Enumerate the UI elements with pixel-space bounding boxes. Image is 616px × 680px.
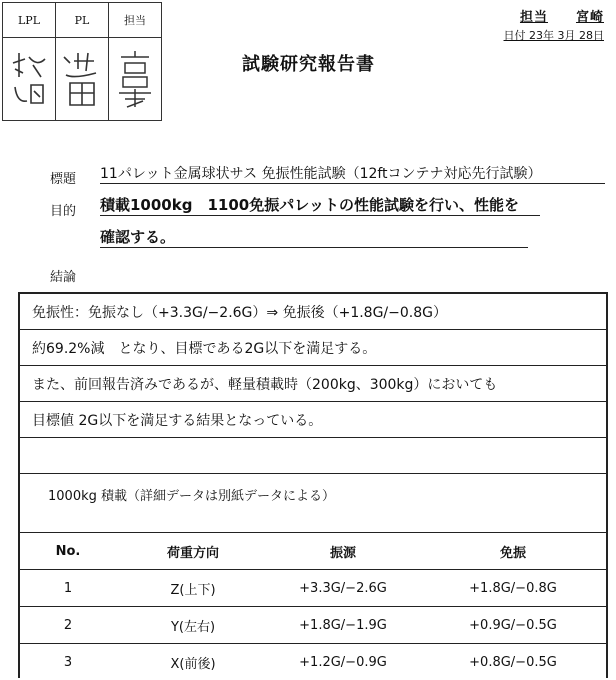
results-table (18, 532, 608, 680)
responsible-label: 担当 (520, 10, 548, 25)
conclusion-blank-row (20, 438, 606, 474)
column-header-no: No. (18, 533, 118, 570)
report-date: 日付 23年 3月 28日 (504, 27, 604, 43)
responsible-line (504, 6, 604, 25)
subject-label: 標題 (50, 168, 76, 187)
cell-direction: Z(上下) (118, 570, 268, 607)
conclusion-line-3: また、前回報告済みであるが、軽量積載時（200kg、300kg）においても (20, 366, 606, 402)
purpose-line-2: 確認する。 (100, 226, 528, 248)
stamp-header-tanto: 担当 (109, 3, 162, 38)
conclusion-line-2: 約69.2%減 となり、目標である2G以下を満足する。 (20, 330, 606, 366)
signature-pl (56, 38, 109, 121)
responsible-name: 宮崎 (576, 10, 604, 25)
approval-stamp-table (2, 2, 162, 121)
handwritten-signature-icon (113, 49, 157, 109)
cell-source: +1.8G/−1.9G (268, 607, 418, 644)
conclusion-line-1: 免振性：免振なし（+3.3G/−2.6G）⇒ 免振後（+1.8G/−0.8G） (20, 294, 606, 330)
subject-text: 11パレット金属球状サス 免振性能試験（12ftコンテナ対応先行試験） (100, 163, 605, 184)
stamp-header-pl: PL (56, 3, 109, 38)
conclusion-line-4: 目標値 2G以下を満足する結果となっている。 (20, 402, 606, 438)
column-header-isolated: 免振 (418, 533, 608, 570)
handwritten-signature-icon (7, 49, 51, 109)
cell-no: 3 (18, 644, 118, 680)
cell-source: +3.3G/−2.6G (268, 570, 418, 607)
document-title: 試験研究報告書 (242, 50, 375, 76)
purpose-label: 目的 (50, 200, 76, 219)
handwritten-signature-icon (60, 49, 104, 109)
cell-source: +1.2G/−0.9G (268, 644, 418, 680)
table-row (18, 570, 608, 607)
column-header-direction: 荷重方向 (118, 533, 268, 570)
cell-isolated: +0.9G/−0.5G (418, 607, 608, 644)
table-row (18, 644, 608, 680)
cell-isolated: +1.8G/−0.8G (418, 570, 608, 607)
cell-no: 1 (18, 570, 118, 607)
signature-tanto (109, 38, 162, 121)
stamp-header-lpl: LPL (3, 3, 56, 38)
cell-no: 2 (18, 607, 118, 644)
table-caption: 1000kg 積載（詳細データは別紙データによる） (20, 474, 606, 514)
signature-lpl (3, 38, 56, 121)
cell-direction: Y(左右) (118, 607, 268, 644)
table-header-row (18, 533, 608, 570)
table-row (18, 607, 608, 644)
column-header-source: 振源 (268, 533, 418, 570)
cell-direction: X(前後) (118, 644, 268, 680)
cell-isolated: +0.8G/−0.5G (418, 644, 608, 680)
purpose-line-1: 積載1000kg 1100免振パレットの性能試験を行い、性能を (100, 194, 540, 216)
conclusion-label: 結論 (50, 266, 76, 285)
responsible-block (504, 6, 604, 43)
